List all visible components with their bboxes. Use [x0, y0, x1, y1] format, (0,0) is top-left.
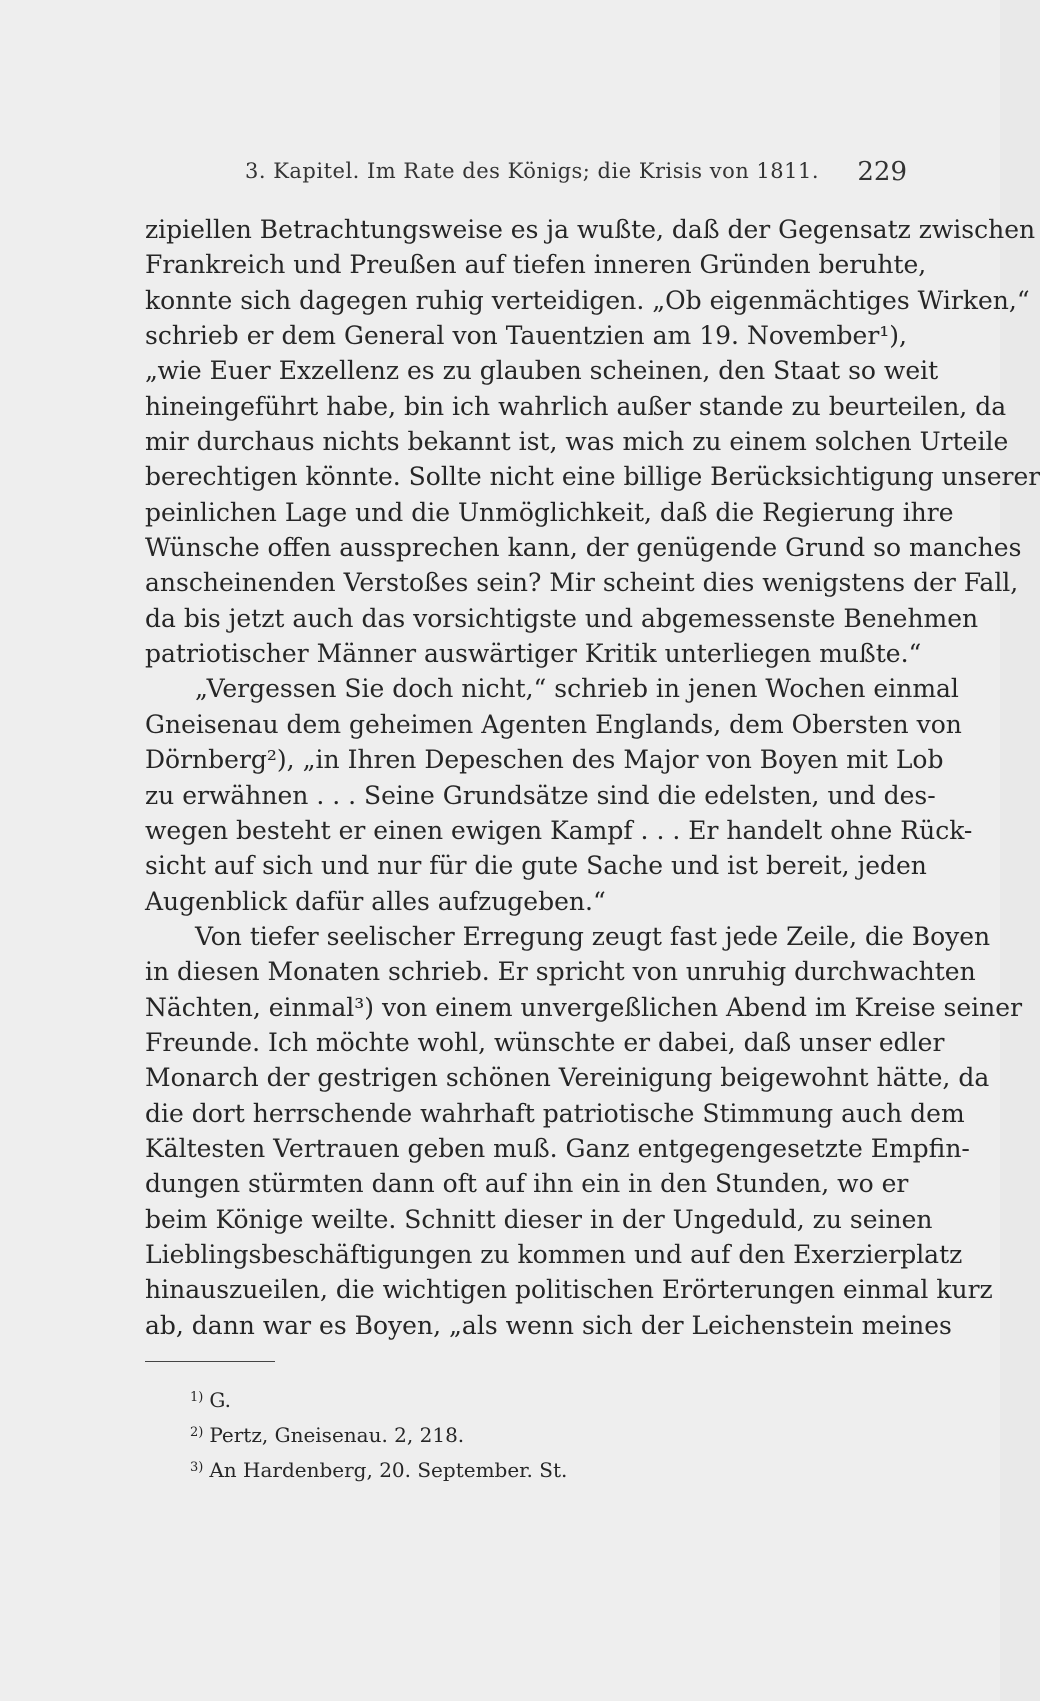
text-line: ab, dann war es Boyen, „als wenn sich der Leichenstein meines — [145, 1310, 952, 1340]
footnote-text: G. — [209, 1388, 231, 1412]
text-line: Frankreich und Preußen auf tiefen inneren Gründen beruhte, — [145, 250, 927, 280]
text-line: konnte sich dagegen ruhig verteidigen. „Ob eigenmächtiges Wirken,“ — [145, 285, 1030, 315]
text-line: wegen besteht er einen ewigen Kampf . . . Er handelt ohne Rück- — [145, 815, 973, 845]
footnote — [190, 1380, 750, 1415]
text-line: „Vergessen Sie doch nicht,“ schrieb in jenen Wochen einmal — [195, 674, 959, 704]
text-line: schrieb er dem General von Tauentzien am 19. November¹), — [145, 321, 907, 351]
footnote-divider — [145, 1361, 275, 1362]
footnote-marker: 2) — [190, 1425, 204, 1440]
footnote-text: An Hardenberg, 20. September. St. — [209, 1458, 568, 1482]
text-line: da bis jetzt auch das vorsichtigste und abgemessenste Benehmen — [145, 603, 979, 633]
text-line: Kältesten Vertrauen geben muß. Ganz entgegengesetzte Empfin- — [145, 1133, 970, 1163]
text-line: sicht auf sich und nur für die gute Sache und ist bereit, jeden — [145, 851, 927, 881]
page-number: 229 — [857, 157, 907, 187]
text-line: mir durchaus nichts bekannt ist, was mich zu einem solchen Urteile — [145, 427, 1009, 457]
text-line: Lieblingsbeschäftigungen zu kommen und auf den Exerzierplatz — [145, 1239, 963, 1269]
text-line: „wie Euer Exzellenz es zu glauben scheinen, den Staat so weit — [145, 356, 939, 386]
footnote — [190, 1415, 750, 1450]
text-line: dungen stürmten dann oft auf ihn ein in den Stunden, wo er — [145, 1169, 909, 1199]
text-line: Gneisenau dem geheimen Agenten Englands, dem Obersten von — [145, 709, 962, 739]
text-line: Wünsche offen aussprechen kann, der genügende Grund so manches — [145, 533, 1022, 563]
text-line: berechtigen könnte. Sollte nicht eine billige Berücksichtigung unserer — [145, 462, 1040, 492]
text-line: hineingeführt habe, bin ich wahrlich außer stande zu beurteilen, da — [145, 391, 1007, 421]
text-line: beim Könige weilte. Schnitt dieser in der Ungeduld, zu seinen — [145, 1204, 933, 1234]
text-line: peinlichen Lage und die Unmöglichkeit, daß die Regierung ihre — [145, 497, 954, 527]
text-line: in diesen Monaten schrieb. Er spricht von unruhig durchwachten — [145, 957, 976, 987]
body-text — [145, 212, 1040, 1343]
footnote-marker: 3) — [190, 1460, 204, 1475]
footnote-text: Pertz, Gneisenau. 2, 218. — [209, 1423, 465, 1447]
text-line: die dort herrschende wahrhaft patriotische Stimmung auch dem — [145, 1098, 965, 1128]
text-line: Monarch der gestrigen schönen Vereinigung beigewohnt hätte, da — [145, 1063, 990, 1093]
chapter-heading: 3. Kapitel. Im Rate des Königs; die Krisis von 1811. — [245, 159, 820, 183]
text-line: Freunde. Ich möchte wohl, wünschte er dabei, daß unser edler — [145, 1027, 945, 1057]
text-line: zipiellen Betrachtungsweise es ja wußte, daß der Gegensatz zwischen — [145, 215, 1036, 244]
text-line: patriotischer Männer auswärtiger Kritik unterliegen mußte.“ — [145, 639, 922, 669]
text-line: zu erwähnen . . . Seine Grundsätze sind die edelsten, und des- — [145, 780, 936, 810]
footnotes — [190, 1380, 750, 1485]
text-line: Dörnberg²), „in Ihren Depeschen des Major von Boyen mit Lob — [145, 745, 944, 775]
text-line: anscheinenden Verstoßes sein? Mir scheint dies wenigstens der Fall, — [145, 568, 1019, 598]
running-header — [145, 153, 907, 193]
text-line: Von tiefer seelischer Erregung zeugt fast jede Zeile, die Boyen — [195, 921, 991, 951]
text-line: Nächten, einmal³) von einem unvergeßlichen Abend im Kreise seiner — [145, 992, 1023, 1022]
text-line: hinauszueilen, die wichtigen politischen Erörterungen einmal kurz — [145, 1275, 993, 1305]
footnote-marker: 1) — [190, 1390, 204, 1405]
text-line: Augenblick dafür alles aufzugeben.“ — [145, 886, 606, 916]
footnote — [190, 1450, 750, 1485]
